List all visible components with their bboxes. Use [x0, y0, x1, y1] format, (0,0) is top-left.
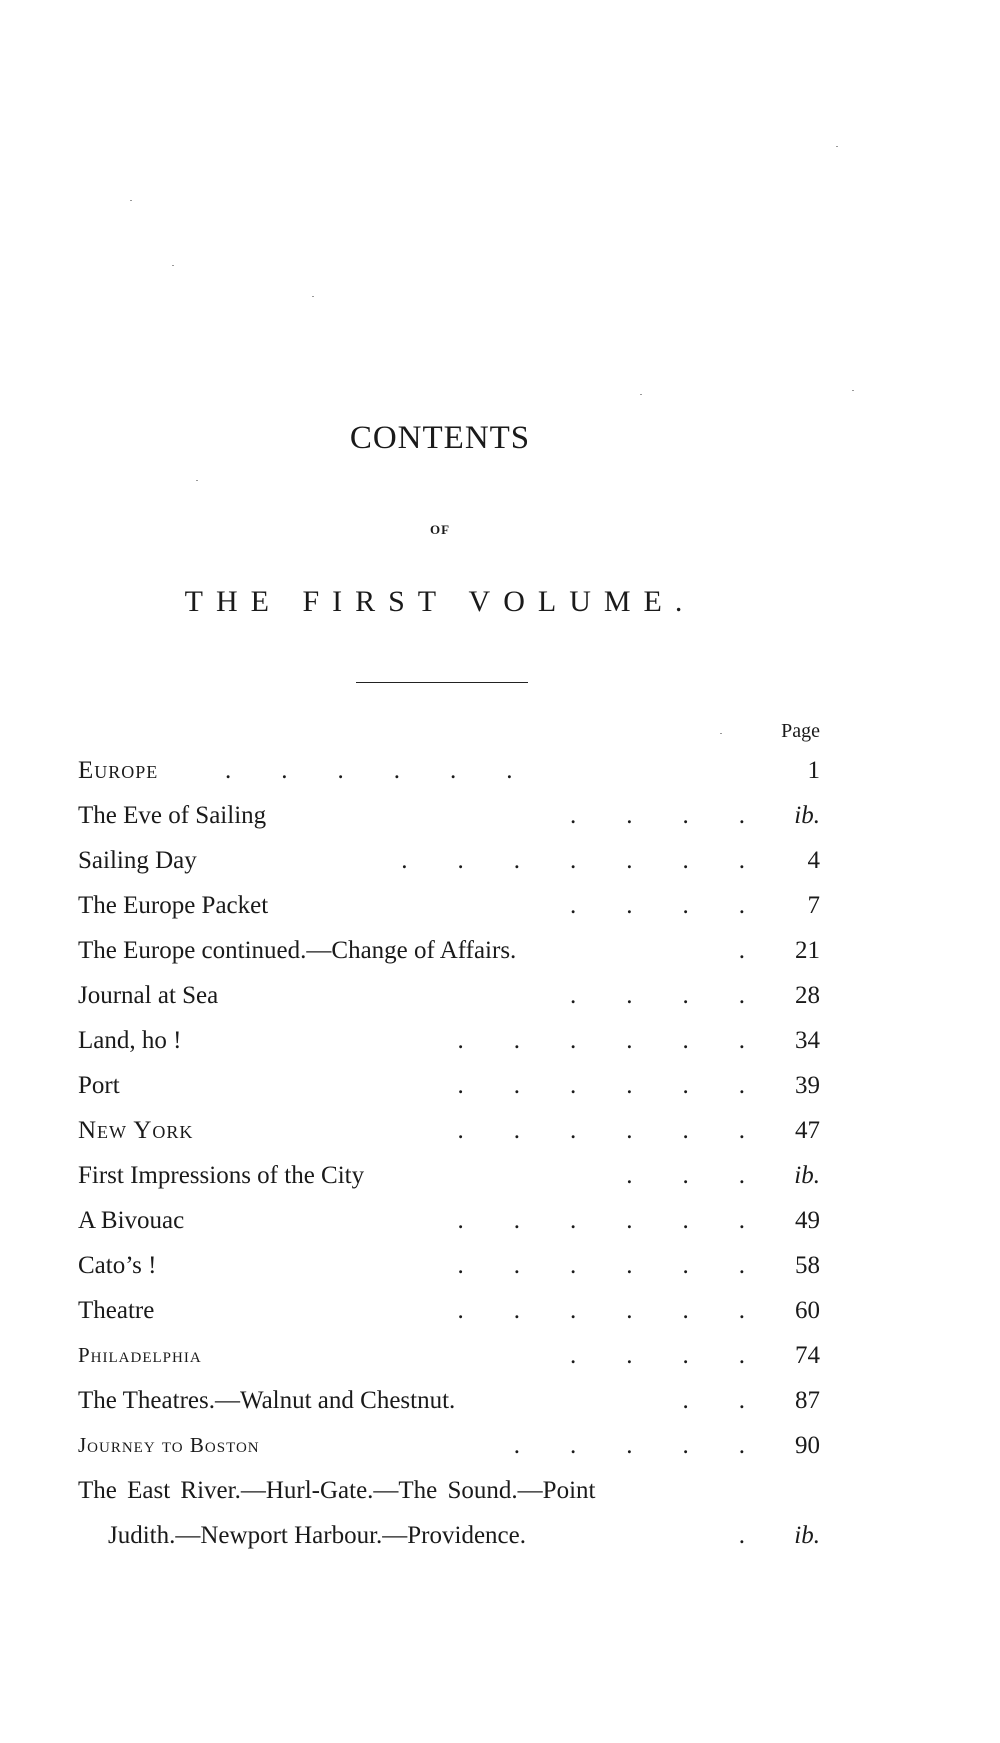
leader-dots: . . . . . .	[457, 1027, 745, 1054]
toc-entry-page: 1	[807, 757, 820, 784]
toc-entry-page: 21	[795, 937, 820, 964]
toc-entry-label: Philadelphia	[78, 1343, 202, 1367]
leader-dots: . . . .	[570, 982, 745, 1009]
leader-dots: . . . . . .	[457, 1207, 745, 1234]
title-rule	[356, 682, 528, 683]
toc-entry[interactable]	[78, 1243, 820, 1288]
toc-entry-page: 47	[795, 1117, 820, 1144]
scan-speck	[640, 394, 642, 395]
toc-entry-label: Judith.—Newport Harbour.—Providence.	[108, 1522, 526, 1549]
toc-entry-page: 58	[795, 1252, 820, 1279]
toc-entry-page: 34	[795, 1027, 820, 1054]
contents-title: CONTENTS	[349, 420, 531, 456]
leader-dots: . . . . . . .	[401, 847, 745, 874]
toc-entry[interactable]	[78, 928, 820, 973]
toc-entry[interactable]	[78, 1423, 820, 1468]
toc-entry[interactable]	[78, 1378, 820, 1423]
leader-dots: . . . . .	[513, 1432, 745, 1459]
leader-dots: . . . . . .	[225, 757, 513, 784]
toc-entry-label: The Europe continued.—Change of Affairs.	[78, 937, 517, 964]
toc-entry-page: 87	[795, 1387, 820, 1414]
table-of-contents	[78, 748, 820, 1558]
page-column-label: Page	[781, 720, 820, 742]
toc-entry[interactable]	[78, 793, 820, 838]
toc-entry-label: The Europe Packet	[78, 892, 269, 919]
scan-speck	[720, 733, 722, 734]
toc-entry-page: 74	[795, 1342, 820, 1369]
toc-entry[interactable]	[78, 838, 820, 883]
scan-speck	[852, 390, 854, 391]
leader-dots: . . . .	[570, 1342, 745, 1369]
contents-of: OF	[429, 522, 451, 537]
toc-entry-page: 28	[795, 982, 820, 1009]
toc-entry-label: Sailing Day	[78, 847, 197, 874]
toc-entry-page: ib.	[794, 1522, 820, 1549]
toc-entry-page: 7	[807, 892, 820, 919]
leader-dots: . .	[682, 1387, 745, 1414]
scan-speck	[836, 146, 838, 147]
toc-entry-label: The Eve of Sailing	[78, 802, 267, 829]
scan-speck	[196, 480, 198, 481]
toc-entry-label: Journey to Boston	[78, 1433, 260, 1457]
toc-entry-page: 49	[795, 1207, 820, 1234]
toc-entry-label: Cato’s !	[78, 1252, 157, 1279]
scan-speck	[312, 296, 314, 297]
toc-entry-page: 90	[795, 1432, 820, 1459]
toc-entry[interactable]	[78, 1108, 820, 1153]
toc-entry[interactable]	[78, 973, 820, 1018]
toc-entry[interactable]	[78, 1468, 820, 1513]
volume-heading: THE FIRST VOLUME.	[184, 585, 696, 618]
toc-entry-page: 39	[795, 1072, 820, 1099]
toc-entry-page: 60	[795, 1297, 820, 1324]
toc-entry[interactable]	[78, 748, 820, 793]
leader-dots: . . .	[626, 1162, 745, 1189]
leader-dots: .	[738, 937, 745, 964]
toc-entry[interactable]	[78, 1198, 820, 1243]
toc-entry-label: Europe	[78, 757, 159, 784]
toc-entry-label: A Bivouac	[78, 1207, 185, 1234]
leader-dots: . . . . . .	[457, 1297, 745, 1324]
leader-dots: . . . .	[570, 892, 745, 919]
toc-entry-label: The Theatres.—Walnut and Chestnut.	[78, 1387, 456, 1414]
toc-entry-page: ib.	[794, 802, 820, 829]
leader-dots: . . . . . .	[457, 1252, 745, 1279]
toc-entry-page: ib.	[794, 1162, 820, 1189]
toc-entry-label: Land, ho !	[78, 1027, 182, 1054]
toc-entry[interactable]	[78, 1513, 820, 1558]
toc-entry-label: First Impressions of the City	[78, 1162, 365, 1189]
scan-speck	[130, 200, 132, 201]
leader-dots: . . . .	[570, 802, 745, 829]
leader-dots: .	[738, 1522, 745, 1549]
toc-entry-page: 4	[807, 847, 820, 874]
toc-entry[interactable]	[78, 1063, 820, 1108]
leader-dots: . . . . . .	[457, 1072, 745, 1099]
toc-entry[interactable]	[78, 1153, 820, 1198]
toc-entry[interactable]	[78, 1333, 820, 1378]
scan-speck	[172, 265, 174, 266]
toc-entry-label: Journal at Sea	[78, 982, 219, 1009]
toc-entry-label: The East River.—Hurl-Gate.—The Sound.—Point	[78, 1477, 596, 1504]
toc-entry-label: New York	[78, 1117, 194, 1144]
toc-entry[interactable]	[78, 1288, 820, 1333]
toc-entry-label: Port	[78, 1072, 120, 1099]
toc-entry[interactable]	[78, 883, 820, 928]
leader-dots: . . . . . .	[457, 1117, 745, 1144]
toc-entry[interactable]	[78, 1018, 820, 1063]
toc-entry-label: Theatre	[78, 1297, 155, 1324]
